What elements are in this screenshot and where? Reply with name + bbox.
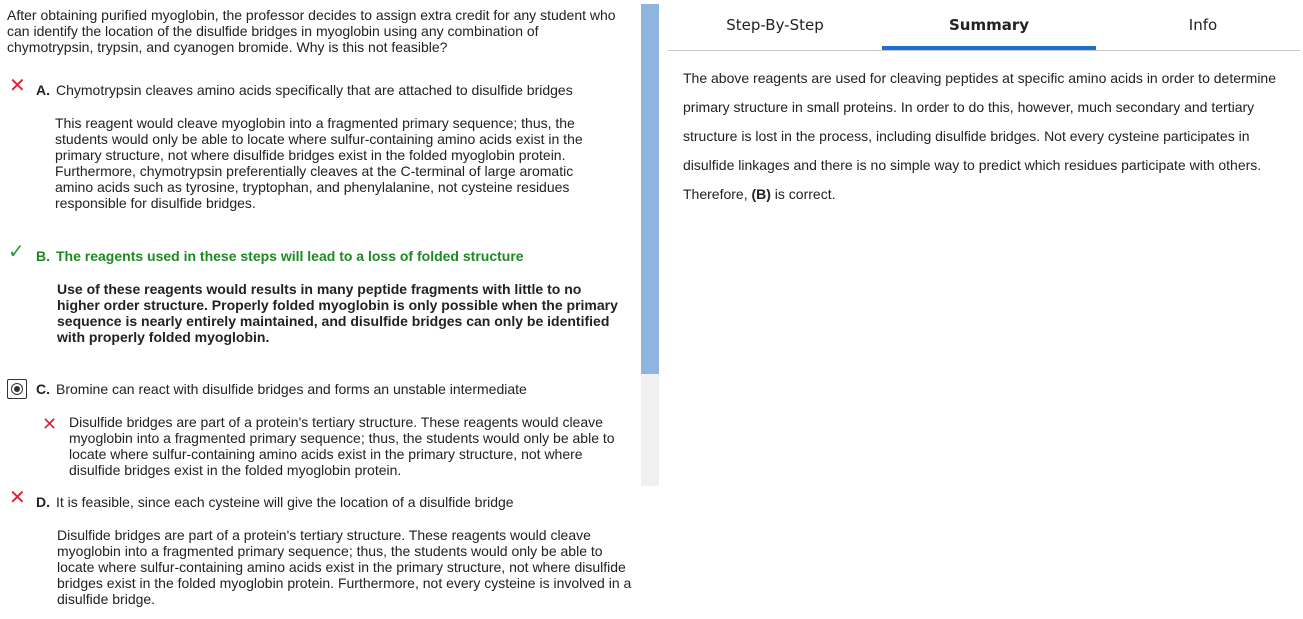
x-icon: ✕: [9, 75, 26, 97]
tab-step-by-step[interactable]: Step-By-Step: [726, 16, 824, 34]
option-b-line[interactable]: [36, 247, 524, 265]
scrollbar-thumb[interactable]: [641, 4, 659, 374]
x-icon: ✕: [42, 414, 58, 434]
option-b-letter: B.: [36, 248, 50, 264]
option-d-letter: D.: [36, 494, 50, 510]
option-b-explanation: Use of these reagents would results in many peptide fragments with little to no higher order structure. Properly folded myoglobin is only possible when the primary sequence is nearly entirely maintained, and disulfide bridges can only be identified with properly folded myoglobin.: [57, 281, 618, 345]
question-panel: [0, 0, 640, 619]
option-a-line[interactable]: [36, 81, 573, 99]
option-a-explanation: This reagent would cleave myoglobin into a fragmented primary sequence; thus, the students would only be able to locate where sulfur-containing amino acids exist in the primary structure, not where disulfide bridges exist in the folded myoglobin protein. Furthermore, chymotrypsin preferentially cleaves at the C-terminal of large aromatic amino acids such as tyrosine, tryptophan, and phenylalanine, not cysteine residues responsible for disulfide bridges.: [55, 115, 583, 211]
tab-summary[interactable]: Summary: [948, 16, 1030, 34]
option-a-letter: A.: [36, 82, 50, 98]
active-tab-indicator: [882, 46, 1096, 50]
tab-bar: [668, 0, 1300, 51]
option-c-text: Bromine can react with disulfide bridges and forms an unstable intermediate: [56, 381, 527, 397]
summary-body: The above reagents are used for cleaving peptides at specific amino acids in order to determine primary structure in small proteins. In order to do this, however, much secondary and tertiary structure is lost in the process, including disulfide bridges. Not every cysteine participates in disulfide linkages and there is no simple way to predict which residues participate with others. Therefore,: [683, 70, 1277, 202]
scrollbar[interactable]: [641, 4, 659, 486]
option-a-text: Chymotrypsin cleaves amino acids specifically that are attached to disulfide bridges: [56, 82, 573, 98]
check-icon: ✓: [8, 241, 25, 263]
question-text: After obtaining purified myoglobin, the professor decides to assign extra credit for any student who can identify the location of the disulfide bridges in myoglobin using any combination of chymotrypsin, trypsin, and cyanogen bromide. Why is this not feasible?: [7, 7, 616, 55]
option-c-line[interactable]: [36, 380, 527, 398]
tab-info[interactable]: Info: [1188, 16, 1218, 34]
summary-answer: (B): [751, 186, 771, 202]
x-icon: ✕: [9, 487, 26, 509]
option-c-letter: C.: [36, 381, 50, 397]
solution-panel: [668, 0, 1300, 619]
option-d-line[interactable]: [36, 493, 514, 511]
radio-selected-icon[interactable]: [7, 379, 27, 399]
summary-conclusion: is correct.: [770, 186, 836, 202]
option-b-text: The reagents used in these steps will lead to a loss of folded structure: [56, 248, 524, 264]
option-c-explanation: Disulfide bridges are part of a protein's tertiary structure. These reagents would cleave myoglobin into a fragmented primary sequence; thus, the students would only be able to locate where sulfur-containing amino acids exist in the primary structure, not where disulfide bridges exist in the folded myoglobin protein.: [69, 414, 615, 478]
option-d-text: It is feasible, since each cysteine will give the location of a disulfide bridge: [56, 494, 514, 510]
summary-text: [683, 64, 1301, 209]
option-d-explanation: Disulfide bridges are part of a protein's tertiary structure. These reagents would cleave myoglobin into a fragmented primary sequence; thus, the students would only be able to locate where sulfur-containing amino acids exist in the primary structure, not where disulfide bridges exist in the folded myoglobin protein. Furthermore, not every cysteine is involved in a disulfide bridge.: [57, 527, 632, 607]
